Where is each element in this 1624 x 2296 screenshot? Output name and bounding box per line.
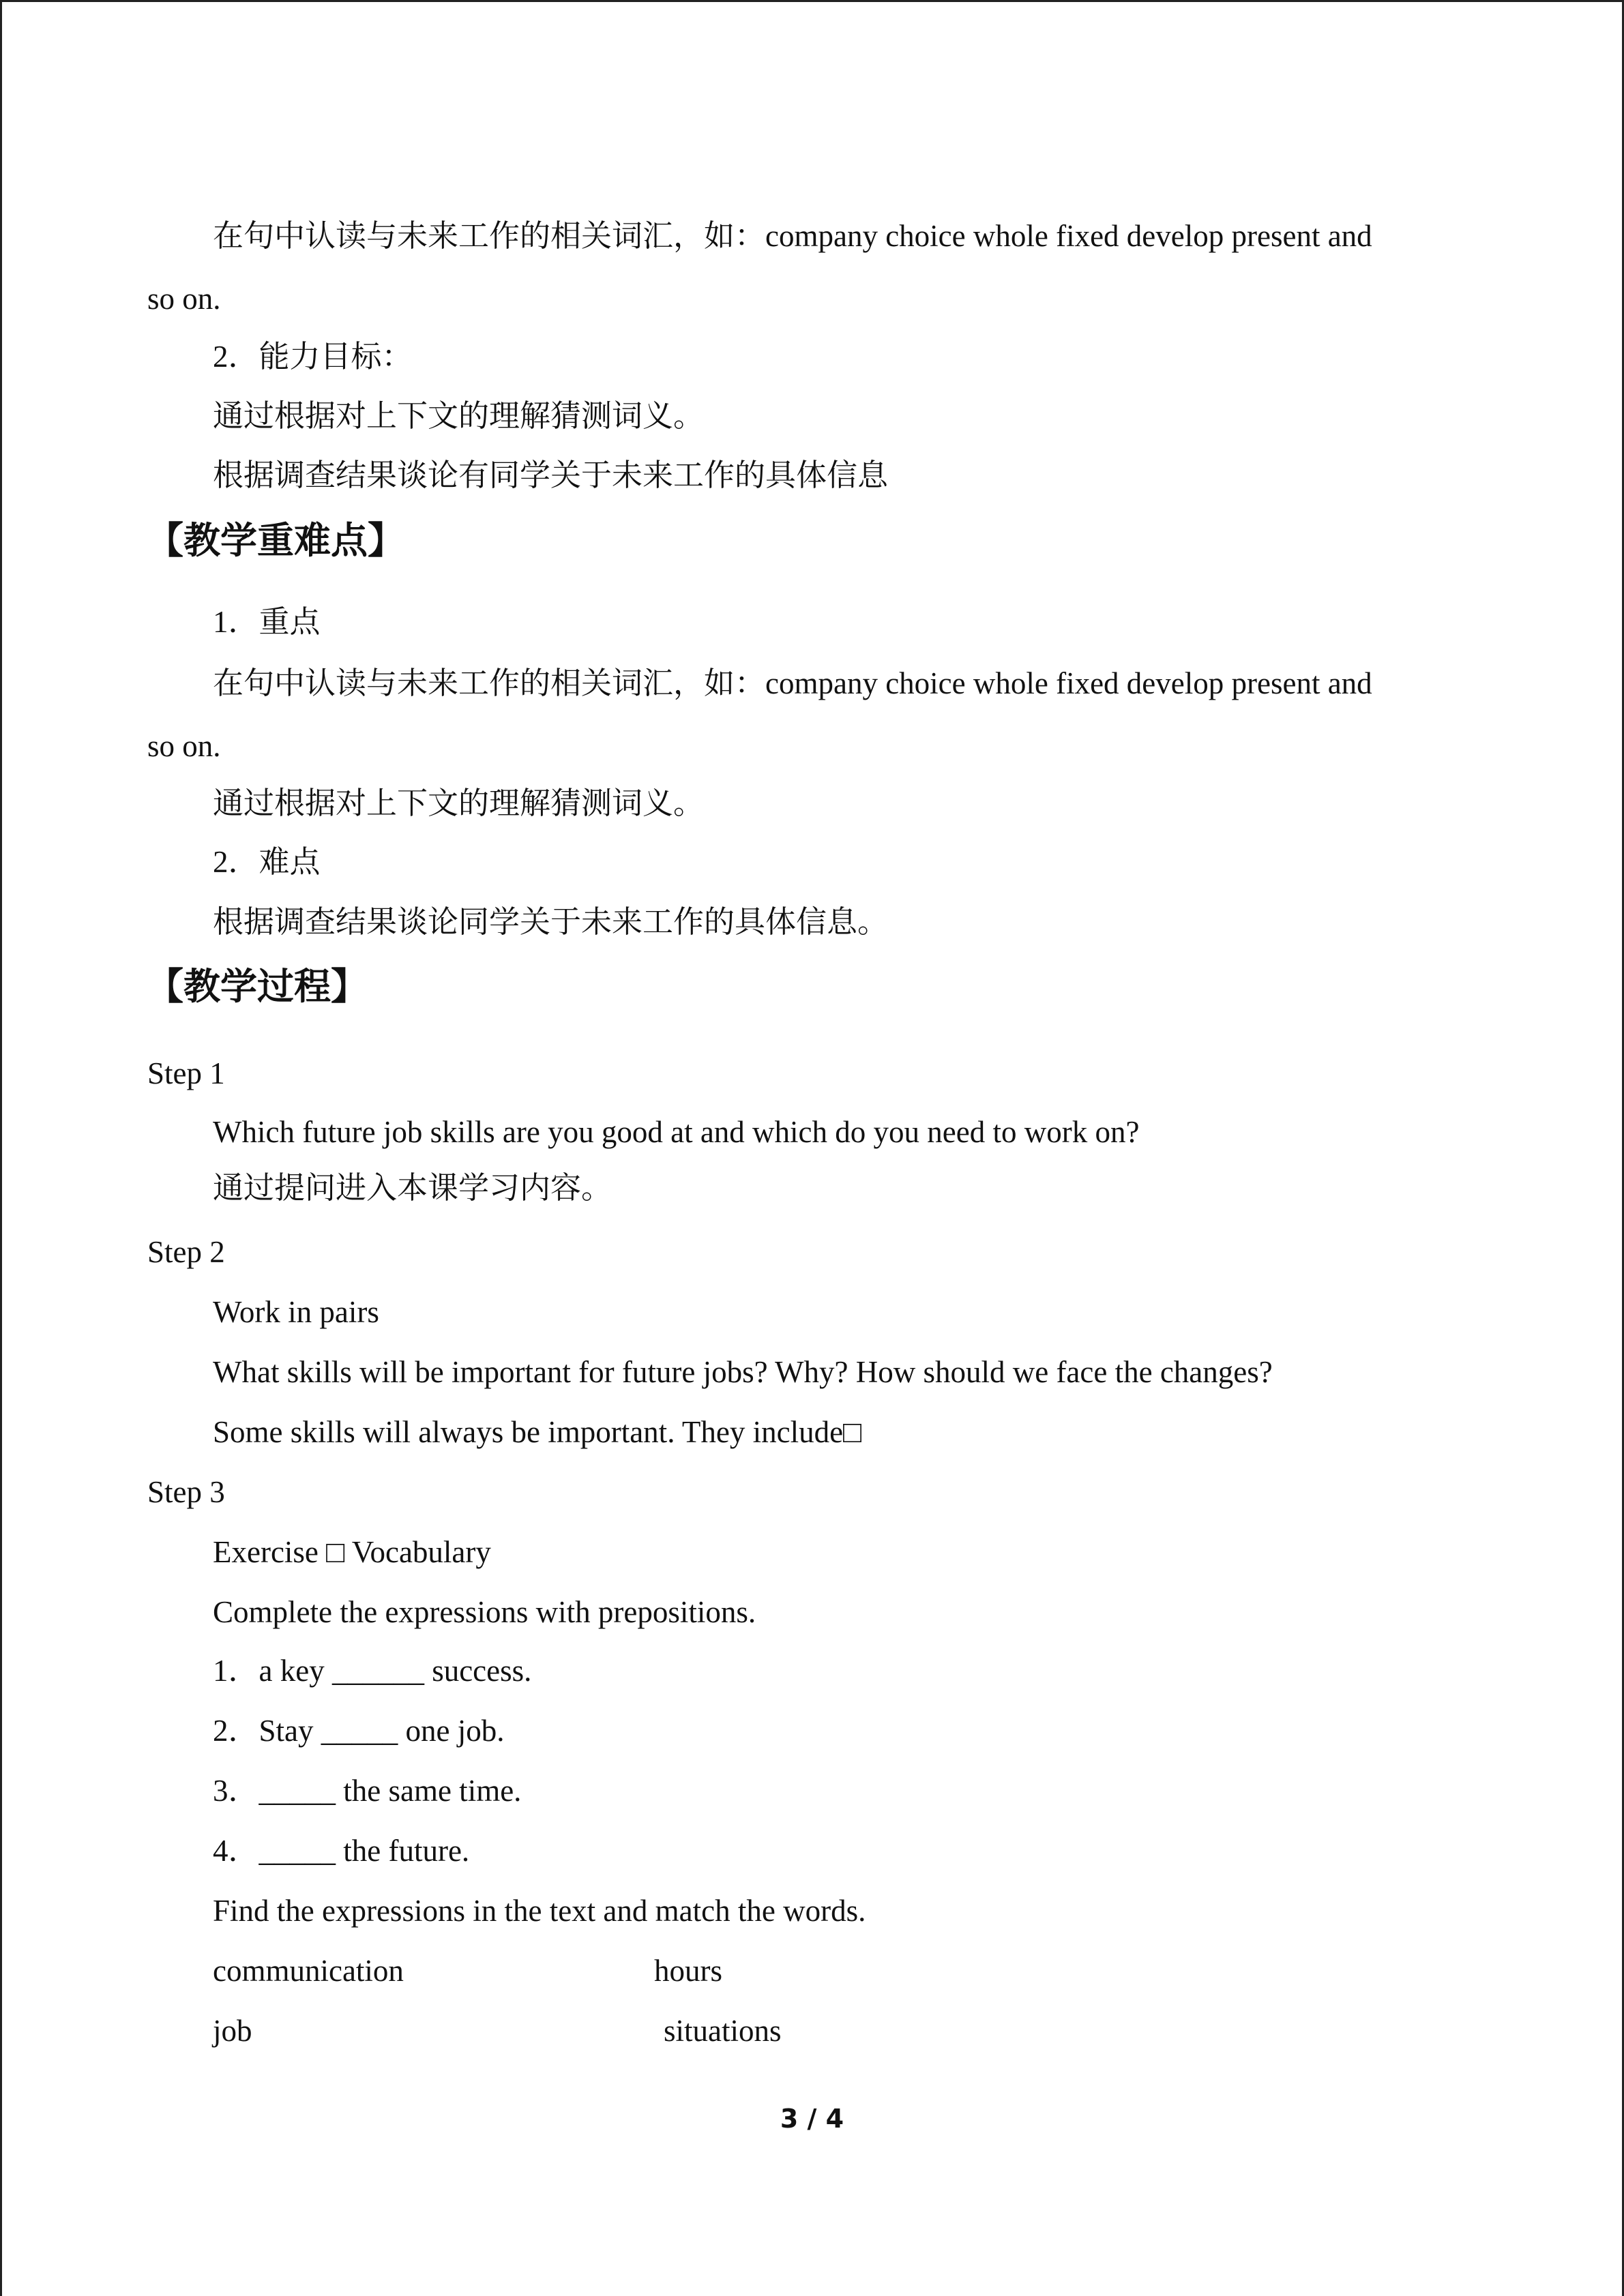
focus-line-1: 在句中认读与未来工作的相关词汇，如：company choice whole fixed develop present and [213, 666, 1372, 700]
exercise-item: 1．a key ______ success. [213, 1654, 532, 1688]
step1-label: Step 1 [147, 1056, 225, 1090]
step2-label: Step 2 [147, 1235, 225, 1269]
step1-question: Which future job skills are you good at and which do you need to work on? [213, 1115, 1140, 1149]
exercise-item: 4．_____ the future. [213, 1834, 470, 1868]
step2-line-2: What skills will be important for future jobs? Why? How should we face the changes? [213, 1355, 1273, 1389]
difficulty-1: 根据调查结果谈论同学关于未来工作的具体信息。 [213, 905, 889, 939]
key-points-heading: 【教学重难点】 [147, 519, 404, 562]
process-heading: 【教学过程】 [147, 965, 368, 1008]
objective-vocab-line-2: so on. [147, 282, 221, 316]
difficulty-label: 2．难点 [213, 845, 321, 879]
ability-goal-label: 2．能力目标： [213, 340, 413, 374]
step1-note: 通过提问进入本课学习内容。 [213, 1171, 612, 1205]
match-right-word: hours [654, 1954, 722, 1988]
ability-goal-1: 通过根据对上下文的理解猜测词义。 [213, 399, 705, 433]
objective-vocab-line-1: 在句中认读与未来工作的相关词汇，如：company choice whole fixed develop present and [213, 219, 1372, 253]
focus-2: 通过根据对上下文的理解猜测词义。 [213, 786, 705, 820]
ability-goal-2: 根据调查结果谈论有同学关于未来工作的具体信息 [213, 458, 889, 492]
step3-instruction: Complete the expressions with prepositions. [213, 1595, 756, 1629]
focus-label: 1．重点 [213, 605, 321, 639]
step3-exercise-title: Exercise □ Vocabulary [213, 1535, 491, 1569]
match-right-word: situations [664, 2014, 782, 2048]
step2-line-3: Some skills will always be important. They include□ [213, 1415, 862, 1449]
exercise-item: 3．_____ the same time. [213, 1774, 522, 1808]
match-left-word: communication [213, 1954, 404, 1988]
page-number: 3 / 4 [780, 2104, 844, 2134]
step2-line-1: Work in pairs [213, 1295, 379, 1329]
step3-label: Step 3 [147, 1475, 225, 1509]
focus-line-2: so on. [147, 729, 221, 763]
match-instruction: Find the expressions in the text and match the words. [213, 1894, 866, 1928]
match-left-word: job [213, 2014, 252, 2048]
exercise-item: 2．Stay _____ one job. [213, 1714, 505, 1748]
